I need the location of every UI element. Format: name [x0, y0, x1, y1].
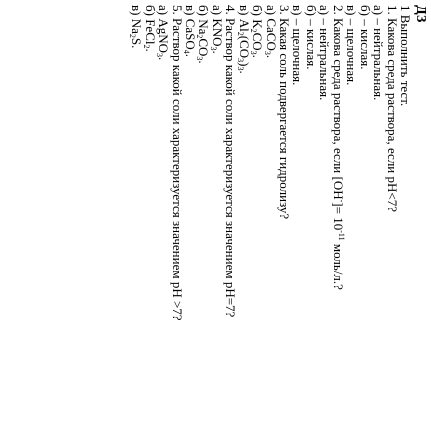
q4-c-end: .	[183, 53, 198, 58]
q3-c-subscript-2: 3	[235, 58, 245, 63]
question-4: 4. Раствор какой соли характеризуется значением pH=7?	[223, 5, 239, 318]
q3-option-c	[237, 4, 250, 434]
q4-b-end: .	[196, 60, 212, 64]
q5-a-end: .	[156, 57, 172, 61]
q3-b-end: .	[250, 54, 266, 58]
q3-b-formula-mid: CO	[250, 32, 266, 51]
q1-option-b: б) – кислая.	[357, 5, 373, 70]
q5-b-formula: б) FeCl	[142, 5, 158, 45]
document-title: ДЗ	[413, 5, 428, 23]
q3-option-b	[251, 4, 264, 434]
q2-superscript-exponent: -11	[336, 230, 346, 241]
q1-option-c: в) – щелочная.	[344, 5, 360, 86]
q2-superscript-minus: -	[336, 199, 346, 203]
q2-text-suffix: моль/л.?	[330, 240, 346, 290]
question-5: 5. Раствор какой соли характеризуется значением pH >7?	[169, 5, 185, 321]
q4-b-formula-mid: CO	[196, 38, 212, 57]
q2-option-c: в) – щелочная.	[290, 5, 306, 86]
q3-a-formula: а) CaCO	[263, 5, 279, 51]
q5-option-c	[130, 4, 143, 434]
q5-c-subscript: 2	[128, 33, 138, 38]
instruction-text: 1 Выполнить тест.	[398, 5, 413, 107]
q3-option-a	[264, 4, 277, 434]
q3-c-subscript-3: 3	[235, 66, 245, 71]
q3-a-end: .	[263, 54, 279, 59]
q5-option-b	[143, 4, 156, 434]
q3-c-formula-mid: (CO	[236, 35, 252, 59]
q4-option-b	[197, 4, 210, 434]
q5-option-a	[157, 4, 170, 434]
q4-option-a	[210, 4, 223, 434]
q5-a-formula: а) AgNO	[156, 5, 172, 54]
q3-c-formula-mid-2: )	[236, 62, 252, 67]
q3-b-formula: б) K	[250, 5, 266, 29]
q2-text-prefix: 2. Какова среда раствора, если [OH	[330, 5, 346, 200]
q3-b-subscript-1: 2	[249, 28, 259, 33]
q3-a-subscript: 3	[262, 50, 272, 55]
document-body	[130, 4, 429, 434]
q4-b-subscript-2: 3	[195, 56, 205, 61]
q3-c-end: .	[236, 70, 252, 74]
q4-c-subscript: 4	[182, 49, 191, 54]
q3-b-subscript-2: 3	[249, 50, 259, 55]
q2-option-b: б) – кислая.	[303, 5, 319, 70]
q1-option-a: а) – нейтральная.	[371, 5, 387, 101]
q5-b-subscript: 2	[141, 44, 151, 49]
q4-c-formula: в) CaSO	[183, 5, 198, 50]
q3-c-subscript-1: 2	[235, 31, 245, 36]
q2-text-mid: ]= 10	[330, 202, 346, 231]
q4-option-c	[184, 4, 197, 434]
q4-b-subscript-1: 2	[195, 34, 205, 39]
question-2	[331, 4, 344, 434]
question-3: 3. Какая соль подвергается гидролизу?	[277, 5, 293, 220]
q5-b-end: .	[142, 48, 158, 52]
q5-a-subscript: 3	[155, 53, 165, 58]
q4-a-end: .	[209, 50, 225, 54]
q5-c-end: S.	[129, 37, 145, 49]
q4-a-subscript: 3	[208, 46, 218, 51]
q5-c-formula: в) Na	[129, 5, 145, 34]
q4-a-formula: а) KNO	[209, 5, 225, 47]
question-1: 1. Какова среда раствора, если pH<7?	[384, 5, 400, 213]
q2-option-a: а) – нейтральная.	[317, 5, 333, 101]
q3-c-formula: в) Al	[236, 5, 252, 32]
q4-b-formula: б) Na	[196, 5, 212, 35]
